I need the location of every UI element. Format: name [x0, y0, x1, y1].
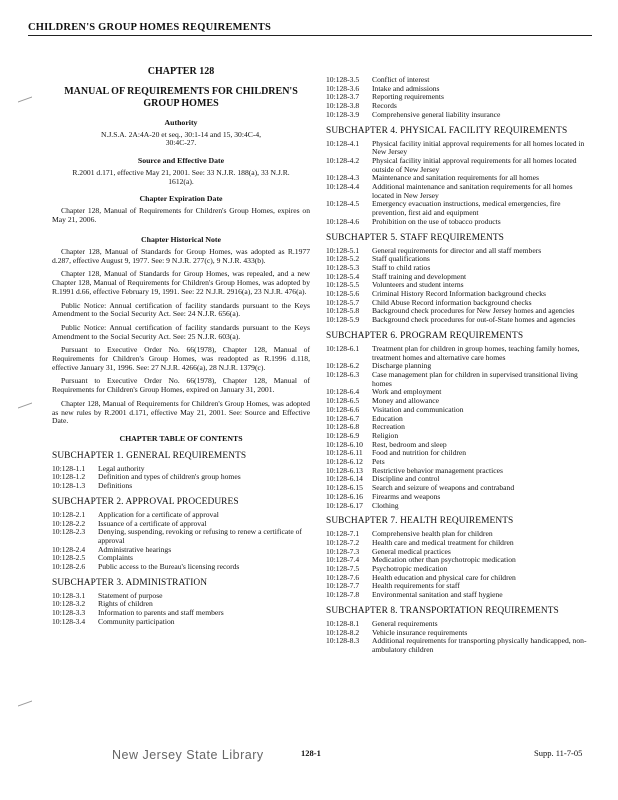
section-number: 10:128-3.2 [52, 599, 86, 609]
expiration-heading: Chapter Expiration Date [139, 194, 223, 204]
section-title: Emergency evacuation instructions, medical emergencies, fire prevention, first aid and equipment [372, 199, 561, 218]
section-title: Prohibition on the use of tobacco products [372, 216, 501, 226]
section-title: Application for a certificate of approval [98, 509, 219, 519]
toc-entry [326, 111, 588, 120]
section-number: 10:128-3.5 [326, 75, 360, 84]
section-title: Food and nutrition for children [372, 448, 467, 458]
subchapter-heading: SUBCHAPTER 6. PROGRAM REQUIREMENTS [326, 330, 524, 341]
section-title: Physical facility initial approval requirements for all homes located in New Jersey [372, 138, 585, 157]
section-title: Comprehensive general liability insurance [372, 109, 501, 119]
section-number: 10:128-5.4 [326, 271, 360, 281]
section-number: 10:128-5.5 [326, 280, 360, 290]
subchapter-heading: SUBCHAPTER 5. STAFF REQUIREMENTS [326, 232, 504, 243]
section-number: 10:128-5.9 [326, 315, 360, 325]
section-title: Reporting requirements [372, 92, 444, 102]
section-title: Legal authority [98, 463, 145, 473]
section-title: Work and employment [372, 387, 442, 397]
section-title: Conflict of interest [372, 75, 430, 84]
section-title: Education [372, 413, 403, 423]
section-title: Environmental sanitation and staff hygiene [372, 590, 503, 600]
source-text: R.2001 d.171, effective May 21, 2001. See: 33 N.J.R. 188(a), 33 N.J.R. 1612(a). [72, 167, 290, 186]
section-number: 10:128-7.5 [326, 564, 360, 574]
historical-heading: Chapter Historical Note [141, 235, 221, 245]
section-number: 10:128-7.6 [326, 572, 360, 582]
section-title: Administrative hearings [98, 544, 172, 554]
section-number: 10:128-2.4 [52, 544, 86, 554]
toc-entry [326, 591, 588, 600]
subchapter-heading: SUBCHAPTER 8. TRANSPORTATION REQUIREMENTS [326, 605, 559, 616]
section-title: Clothing [372, 500, 399, 510]
section-number: 10:128-6.12 [326, 457, 363, 467]
section-number: 10:128-8.2 [326, 627, 360, 637]
toc-entry [326, 388, 588, 397]
section-number: 10:128-8.1 [326, 618, 360, 628]
section-number: 10:128-6.9 [326, 430, 360, 440]
margin-mark [18, 693, 32, 706]
toc-entry [326, 502, 588, 511]
toc-entry [326, 493, 588, 502]
toc-entry [52, 528, 310, 545]
section-title: Comprehensive health plan for children [372, 529, 493, 539]
section-number: 10:128-4.6 [326, 216, 360, 226]
section-number: 10:128-2.6 [52, 562, 86, 572]
page-number: 128-1 [301, 748, 321, 758]
section-number: 10:128-4.4 [326, 182, 360, 192]
subchapter-heading: SUBCHAPTER 3. ADMINISTRATION [52, 577, 208, 588]
section-number: 10:128-5.7 [326, 297, 360, 307]
section-title: Complaints [98, 553, 134, 563]
section-title: Firearms and weapons [372, 491, 441, 501]
section-number: 10:128-3.4 [52, 616, 86, 626]
section-number: 10:128-7.1 [326, 529, 360, 539]
section-number: 10:128-7.4 [326, 555, 360, 565]
section-number: 10:128-7.3 [326, 546, 360, 556]
section-title: Rest, bedroom and sleep [372, 439, 447, 449]
toc-entry [326, 637, 588, 654]
section-title: Public access to the Bureau's licensing records [98, 562, 240, 572]
toc-entry [52, 473, 310, 482]
supplement-date: Supp. 11-7-05 [534, 748, 583, 758]
section-number: 10:128-6.16 [326, 491, 363, 501]
section-title: Child Abuse Record information background checks [372, 297, 532, 307]
section-title: Case management plan for children in supervised transitional living homes [372, 369, 578, 388]
section-title: General medical practices [372, 546, 451, 556]
left-toc [52, 451, 310, 627]
toc-entry [52, 546, 310, 555]
section-number: 10:128-6.13 [326, 465, 363, 475]
section-title: Statement of purpose [98, 590, 163, 600]
toc-entry [52, 609, 310, 618]
toc-entry [326, 247, 588, 256]
toc-entry [326, 218, 588, 227]
section-number: 10:128-5.3 [326, 262, 360, 272]
toc-heading: CHAPTER TABLE OF CONTENTS [119, 433, 243, 443]
section-number: 10:128-3.6 [326, 83, 360, 93]
section-title: Community participation [98, 616, 175, 626]
running-head: CHILDREN'S GROUP HOMES REQUIREMENTS [28, 22, 592, 36]
section-title: Denying, suspending, revoking or refusing to renew a certificate of approval [98, 527, 302, 545]
manual-title: MANUAL OF REQUIREMENTS FOR CHILDREN'S GROUP HOMES [64, 86, 298, 109]
section-number: 10:128-5.1 [326, 245, 360, 255]
section-number: 10:128-4.1 [326, 138, 360, 148]
section-title: Physical facility initial approval requirements for all homes located outside of New Jersey [372, 155, 577, 174]
section-number: 10:128-7.7 [326, 581, 360, 591]
section-number: 10:128-3.7 [326, 92, 360, 102]
margin-mark [18, 395, 32, 408]
toc-entry [326, 200, 588, 217]
section-number: 10:128-5.6 [326, 289, 360, 299]
section-number: 10:128-4.5 [326, 199, 360, 209]
section-title: Intake and admissions [372, 83, 440, 93]
section-title: Discipline and control [372, 474, 440, 484]
historical-paragraph: Pursuant to Executive Order No. 66(1978), Chapter 128, Manual of Requirements for Children's Group Homes, was readopted as R.1996 d.118, effective January 31, 1996. See: 27 N.J.R. 4266(a), 28 N.J.R. 1379(c). [52, 345, 310, 372]
source-heading: Source and Effective Date [137, 156, 225, 166]
right-column [326, 76, 588, 655]
section-title: Criminal History Record Information background checks [372, 289, 546, 299]
toc-entry [326, 539, 588, 548]
section-title: Health requirements for staff [372, 581, 460, 591]
section-number: 10:128-2.2 [52, 518, 86, 528]
toc-entry [326, 345, 588, 362]
section-number: 10:128-6.17 [326, 500, 363, 510]
section-title: Definition and types of children's group homes [98, 472, 241, 482]
section-title: Health care and medical treatment for children [372, 537, 514, 547]
section-number: 10:128-3.3 [52, 608, 86, 618]
toc-entry [326, 415, 588, 424]
toc-entry [52, 618, 310, 627]
section-number: 10:128-3.9 [326, 109, 360, 119]
historical-notes [52, 248, 310, 426]
margin-mark [18, 89, 32, 102]
section-title: Money and allowance [372, 396, 440, 406]
section-title: Information to parents and staff members [98, 608, 224, 618]
section-number: 10:128-6.2 [326, 361, 360, 371]
section-title: Definitions [98, 481, 133, 491]
toc-entry [326, 316, 588, 325]
toc-entry [52, 592, 310, 601]
section-number: 10:128-2.3 [52, 527, 86, 537]
toc-entry [326, 183, 588, 200]
section-title: Psychotropic medication [372, 564, 448, 574]
toc-entry [326, 484, 588, 493]
left-column [52, 66, 310, 627]
section-number: 10:128-6.6 [326, 404, 360, 414]
toc-entry [326, 76, 588, 85]
library-stamp: New Jersey State Library [112, 748, 264, 762]
section-number: 10:128-6.15 [326, 483, 363, 493]
section-title: Recreation [372, 422, 405, 432]
section-number: 10:128-6.3 [326, 369, 360, 379]
historical-paragraph: Chapter 128, Manual of Standards for Group Homes, was repealed, and a new Chapter 128, Manual of Requirements for Children's Group Homes, was adopted by R.1991 d.66, effective February 19, 1991. See: 22 N.J.R. 2916(a), 23 N.J.R. 476(a). [52, 269, 310, 296]
section-number: 10:128-3.1 [52, 590, 86, 600]
section-number: 10:128-1.2 [52, 472, 86, 482]
section-number: 10:128-7.2 [326, 537, 360, 547]
section-title: Rights of children [98, 599, 153, 609]
subchapter-heading: SUBCHAPTER 4. PHYSICAL FACILITY REQUIREMENTS [326, 125, 568, 136]
toc-entry [326, 255, 588, 264]
section-number: 10:128-4.2 [326, 155, 360, 165]
section-number: 10:128-8.3 [326, 636, 360, 646]
subchapter-heading: SUBCHAPTER 2. APPROVAL PROCEDURES [52, 496, 239, 507]
authority-text: N.J.S.A. 2A:4A-20 et seq., 30:1-14 and 15, 30:4C-4, 30:4C-27. [100, 129, 262, 148]
toc-entry [326, 140, 588, 157]
toc-entry [326, 423, 588, 432]
toc-entry [326, 556, 588, 565]
section-title: Additional requirements for transporting physically handicapped, non-ambulatory children [372, 636, 587, 654]
section-title: Pets [372, 457, 385, 467]
section-number: 10:128-6.8 [326, 422, 360, 432]
toc-entry [326, 406, 588, 415]
section-title: Medication other than psychotropic medication [372, 555, 516, 565]
section-title: Visitation and communication [372, 404, 464, 414]
section-title: Discharge planning [372, 361, 432, 371]
section-title: Staff to child ratios [372, 262, 431, 272]
historical-paragraph: Public Notice: Annual certification of facility standards pursuant to the Keys Amendment to the Social Security Act. See: 24 N.J.R. 656(a). [52, 300, 310, 319]
section-title: Treatment plan for children in group homes, teaching family homes, treatment homes and alternative care homes [372, 343, 580, 362]
section-title: Maintenance and sanitation requirements for all homes [372, 173, 540, 183]
toc-entry [326, 467, 588, 476]
section-number: 10:128-6.5 [326, 396, 360, 406]
toc-continuation [326, 76, 588, 120]
section-title: Additional maintenance and sanitation requirements for all homes located in New Jersey [372, 182, 573, 200]
section-title: Background check procedures for New Jersey homes and agencies [372, 306, 575, 316]
section-number: 10:128-2.5 [52, 553, 86, 563]
section-title: Staff qualifications [372, 254, 430, 264]
section-number: 10:128-6.10 [326, 439, 363, 449]
section-title: Religion [372, 430, 399, 440]
section-title: Volunteers and student interns [372, 280, 464, 290]
expiration-text: Chapter 128, Manual of Requirements for Children's Group Homes, expires on May 21, 2006. [52, 205, 310, 224]
toc-entry [326, 157, 588, 174]
section-title: Background check procedures for out-of-State homes and agencies [372, 315, 576, 325]
section-number: 10:128-2.1 [52, 509, 86, 519]
toc-entry [52, 563, 310, 572]
toc-entry [326, 449, 588, 458]
toc-entry [52, 482, 310, 491]
section-title: Vehicle insurance requirements [372, 627, 468, 637]
section-title: Search and seizure of weapons and contraband [372, 483, 515, 493]
section-title: Health education and physical care for children [372, 572, 516, 582]
section-number: 10:128-5.8 [326, 306, 360, 316]
section-title: Restrictive behavior management practices [372, 465, 503, 475]
section-number: 10:128-1.1 [52, 463, 86, 473]
subchapter-heading: SUBCHAPTER 1. GENERAL REQUIREMENTS [52, 450, 247, 461]
section-title: Staff training and development [372, 271, 467, 281]
section-number: 10:128-6.7 [326, 413, 360, 423]
chapter-title: CHAPTER 128 [147, 66, 215, 77]
section-number: 10:128-5.2 [326, 254, 360, 264]
section-number: 10:128-6.1 [326, 343, 360, 353]
historical-paragraph: Chapter 128, Manual of Requirements for Children's Group Homes, was adopted as new rules by R.2001 d.171, effective May 21, 2001. See: Source and Effective Date. [52, 398, 310, 426]
section-title: General requirements [372, 618, 438, 628]
historical-paragraph: Pursuant to Executive Order No. 66(1978), Chapter 128, Manual of Requirements for Children's Group Homes, expired on January 31, 2001. [52, 376, 310, 395]
section-number: 10:128-6.11 [326, 448, 363, 458]
toc-entry [326, 371, 588, 388]
section-title: General requirements for director and all staff members [372, 245, 542, 255]
section-title: Issuance of a certificate of approval [98, 518, 207, 528]
historical-paragraph: Chapter 128, Manual of Standards for Group Homes, was adopted as R.1977 d.287, effective August 9, 1977. See: 9 N.J.R. 277(c), 9 N.J.R. 433(b). [52, 247, 310, 265]
right-toc [326, 126, 588, 655]
section-number: 10:128-6.4 [326, 387, 360, 397]
section-number: 10:128-3.8 [326, 101, 360, 111]
section-number: 10:128-1.3 [52, 481, 86, 491]
authority-heading: Authority [164, 118, 198, 127]
section-title: Records [372, 101, 397, 111]
section-number: 10:128-7.8 [326, 590, 360, 600]
historical-paragraph: Public Notice: Annual certification of facility standards pursuant to the Keys Amendment to the Social Security Act. See: 25 N.J.R. 603(a). [52, 322, 310, 341]
toc-entry [326, 85, 588, 94]
section-number: 10:128-4.3 [326, 173, 360, 183]
toc-entry [326, 432, 588, 441]
toc-entry [326, 93, 588, 102]
subchapter-heading: SUBCHAPTER 7. HEALTH REQUIREMENTS [326, 516, 514, 527]
section-number: 10:128-6.14 [326, 474, 363, 484]
